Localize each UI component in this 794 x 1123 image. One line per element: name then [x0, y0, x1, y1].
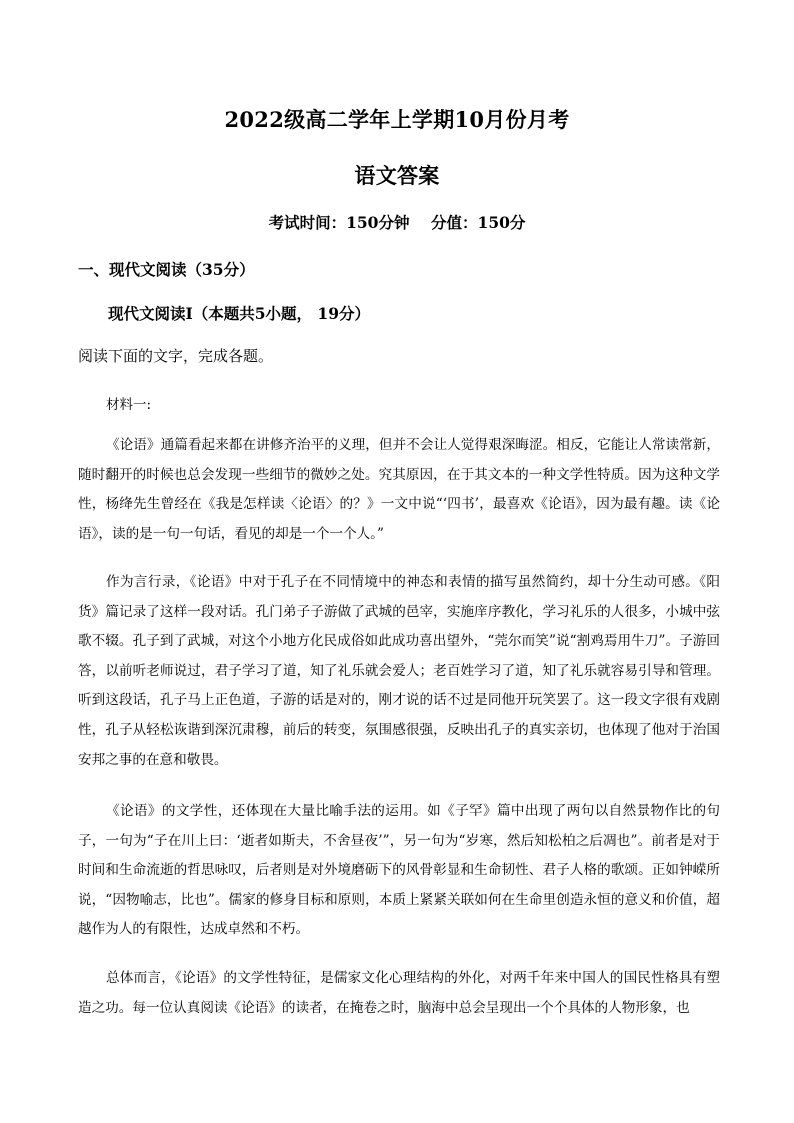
reading-instruction: 阅读下面的文字，完成各题。: [78, 347, 274, 365]
exam-title: 2022级高二学年上学期10月份月考: [224, 107, 570, 132]
section-heading: 一、现代文阅读（35分）: [78, 260, 255, 279]
paragraph-1: 《论语》通篇看起来都在讲修齐治平的义理，但并不会让人觉得艰深晦涩。相反，它能让人常读常新，随时翻开的时候也总会发现一些细节的微妙之处。究其原因，在于其文本的一种文学性特质。因为这种文学性，杨绛先生曾经在《我是怎样读〈论语〉的？》一文中说“‘四书’，最喜欢《论语》，因为最有趣。读《论语》，读的是一句一句话，看见的却是一个一个人。”: [78, 437, 720, 542]
paragraph-4: 总体而言，《论语》的文学性特征，是儒家文化心理结构的外化，对两千年来中国人的国民性格具有塑造之功。每一位认真阅读《论语》的读者，在掩卷之时，脑海中总会呈现出一个个具体的人物形象，也: [78, 970, 720, 1016]
answer-subtitle: 语文答案: [354, 163, 440, 188]
paragraph-3: 《论语》的文学性，还体现在大量比喻手法的运用。如《子罕》篇中出现了两句以自然景物作比的句子，一句为“子在川上曰：‘逝者如斯夫，不舍昼夜’”，另一句为“岁寒，然后知松柏之后凋也”。前者是对于时间和生命流逝的哲思咏叹，后者则是对外境磨砺下的风骨彰显和生命韧性、君子人格的歌颂。正如钟嵘所说，“因物喻志，比也”。儒家的修身目标和原则，本质上紧紧关联如何在生命里创造永恒的意义和价值，超越作为人的有限性，达成卓然和不朽。: [78, 803, 720, 938]
material-label: 材料一:: [106, 397, 152, 413]
paragraph-2: 作为言行录，《论语》中对于孔子在不同情境中的神态和表情的描写虽然简约，却十分生动可感。《阳货》篇记录了这样一段对话。孔门弟子子游做了武城的邑宰，实施庠序教化，学习礼乐的人很多，小城中弦歌不辍。孔子到了武城，对这个小地方化民成俗如此成功喜出望外，“莞尔而笑”说“割鸡焉用牛刀”。子游回答，以前听老师说过，君子学习了道，知了礼乐就会爱人；老百姓学习了道，知了礼乐就容易引导和管理。听到这段话，孔子马上正色道，子游的话是对的，刚才说的话不过是同他开玩笑罢了。这一段文字很有戏剧性，孔子从轻松诙谐到深沉肃穆，前后的转变，氛围感很强，反映出孔子的真实亲切，也体现了他对于治国安邦之事的在意和敬畏。: [78, 574, 720, 768]
exam-info: 考试时间：150分钟 分值：150分: [268, 213, 526, 232]
sub-heading: 现代文阅读Ⅰ（本题共5小题， 19分）: [108, 304, 371, 323]
